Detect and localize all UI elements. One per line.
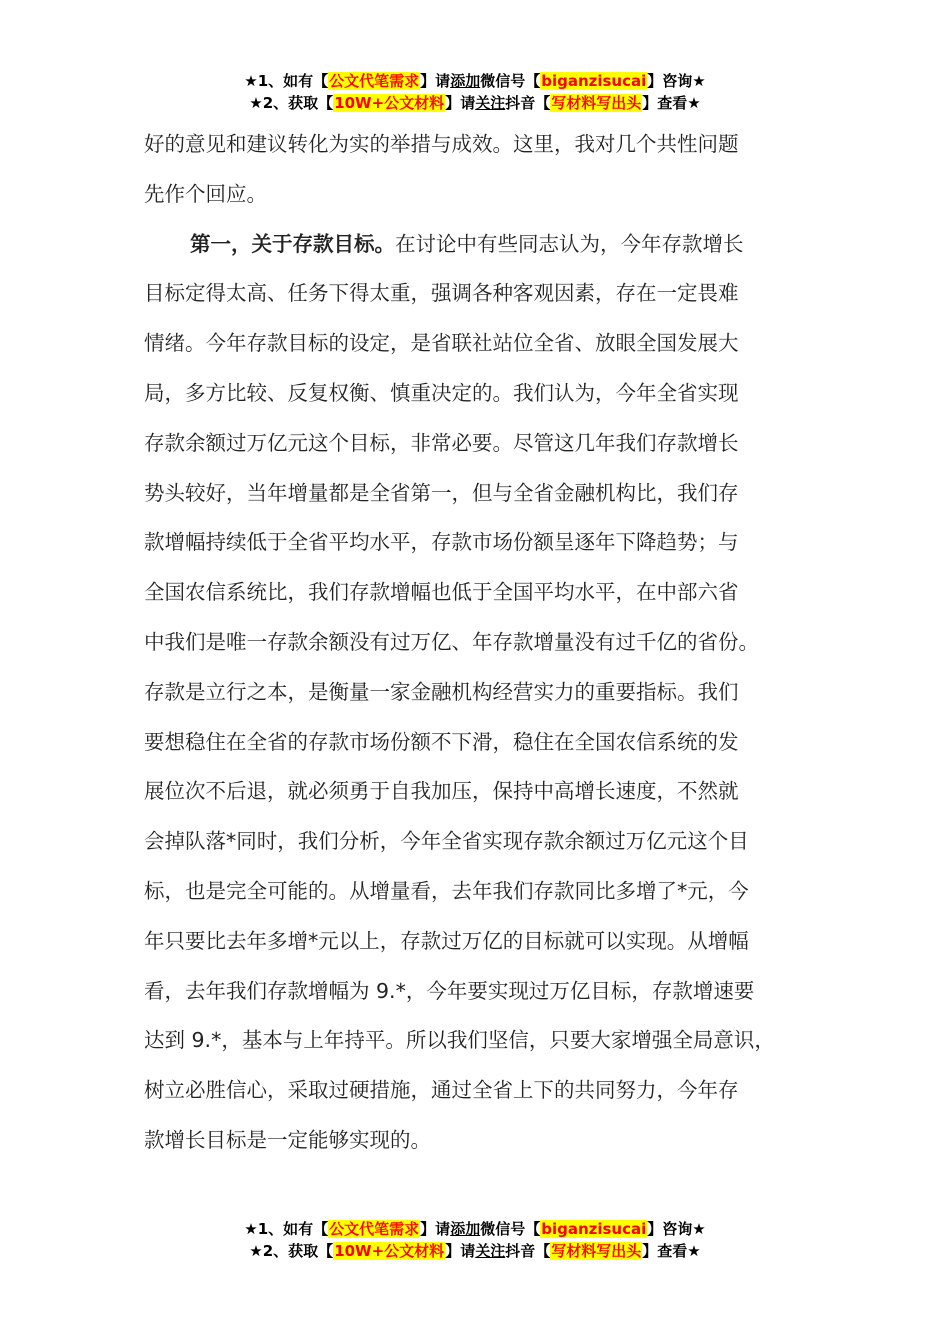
text-line: 年只要比去年多增*元以上，存款过万亿的目标就可以实现。从增幅 [144,928,749,953]
footer-banner [0,1218,950,1262]
banner-line-1 [0,1218,950,1240]
banner-text: ★1、如有【 [244,1220,329,1238]
banner-highlight: biganzisucai [541,72,647,90]
paragraph-heading: 第一，关于存款目标。 [190,231,395,256]
paragraph-first-line [144,220,828,270]
banner-text: 】查看★ [642,1242,701,1260]
banner-underline: 关注 [475,1242,506,1260]
banner-text: 抖音【 [505,94,551,112]
text-line: 要想稳住在全省的存款市场份额不下滑，稳住在全国农信系统的发 [144,729,739,754]
text-line: 目标定得太高、任务下得太重，强调各种客观因素，存在一定畏难 [144,281,739,306]
text-line: 看，去年我们存款增幅为 9.*，今年要实现过万亿目标，存款增速要 [144,978,755,1003]
banner-text: 】请 [445,94,476,112]
text-line: 全国农信系统比，我们存款增幅也低于全国平均水平，在中部六省 [144,580,739,605]
text-line: 展位次不后退，就必须勇于自我加压，保持中高增长速度，不然就 [144,779,739,804]
banner-underline: 添加 [450,1220,481,1238]
header-banner [0,70,950,114]
banner-text: 】请 [445,1242,476,1260]
text-line: 标，也是完全可能的。从增量看，去年我们存款同比多增了*元，今 [144,878,749,903]
text-line: 达到 9.*，基本与上年持平。所以我们坚信，只要大家增强全局意识， [144,1028,775,1053]
text-line: 会掉队落*同时，我们分析，今年全省实现存款余额过万亿元这个目 [144,829,749,854]
banner-highlight: 写材料写出头 [551,1242,642,1260]
banner-text: 】请 [420,1220,451,1238]
text-line: 中我们是唯一存款余额没有过万亿、年存款增量没有过千亿的省份。 [144,629,759,654]
banner-text: 】咨询★ [647,1220,706,1238]
banner-line-1 [0,70,950,92]
banner-underline: 添加 [450,72,481,90]
banner-line-2 [0,92,950,114]
banner-text: 】请 [420,72,451,90]
text-line: 款增长目标是一定能够实现的。 [144,1127,431,1152]
banner-text: 】咨询★ [647,72,706,90]
banner-text: 微信号【 [480,1220,541,1238]
document-body [144,120,828,1166]
banner-text: 微信号【 [480,72,541,90]
banner-highlight: 10W+公文材料 [334,1242,445,1260]
text-line-rest: 在讨论中有些同志认为，今年存款增长 [395,231,744,256]
text-line: 树立必胜信心，采取过硬措施，通过全省上下的共同努力，今年存 [144,1078,739,1103]
banner-highlight: 公文代笔需求 [329,72,420,90]
banner-text: 】查看★ [642,94,701,112]
banner-text: ★1、如有【 [244,72,329,90]
banner-text: ★2、获取【 [249,1242,334,1260]
banner-highlight: biganzisucai [541,1220,647,1238]
text-line: 好的意见和建议转化为实的举措与成效。这里，我对几个共性问题 [144,132,739,156]
banner-underline: 关注 [475,94,506,112]
banner-highlight: 公文代笔需求 [329,1220,420,1238]
text-line: 势头较好，当年增量都是全省第一，但与全省金融机构比，我们存 [144,480,739,505]
text-line: 存款余额过万亿元这个目标，非常必要。尽管这几年我们存款增长 [144,430,739,455]
banner-highlight: 写材料写出头 [551,94,642,112]
banner-line-2 [0,1240,950,1262]
text-line: 局，多方比较、反复权衡、慎重决定的。我们认为，今年全省实现 [144,380,739,405]
text-line: 先作个回应。 [144,181,267,206]
banner-text: ★2、获取【 [249,94,334,112]
banner-text: 抖音【 [505,1242,551,1260]
text-line: 情绪。今年存款目标的设定，是省联社站位全省、放眼全国发展大 [144,331,739,356]
text-line: 款增幅持续低于全省平均水平，存款市场份额呈逐年下降趋势；与 [144,530,739,555]
text-line: 存款是立行之本，是衡量一家金融机构经营实力的重要指标。我们 [144,679,739,704]
banner-highlight: 10W+公文材料 [334,94,445,112]
